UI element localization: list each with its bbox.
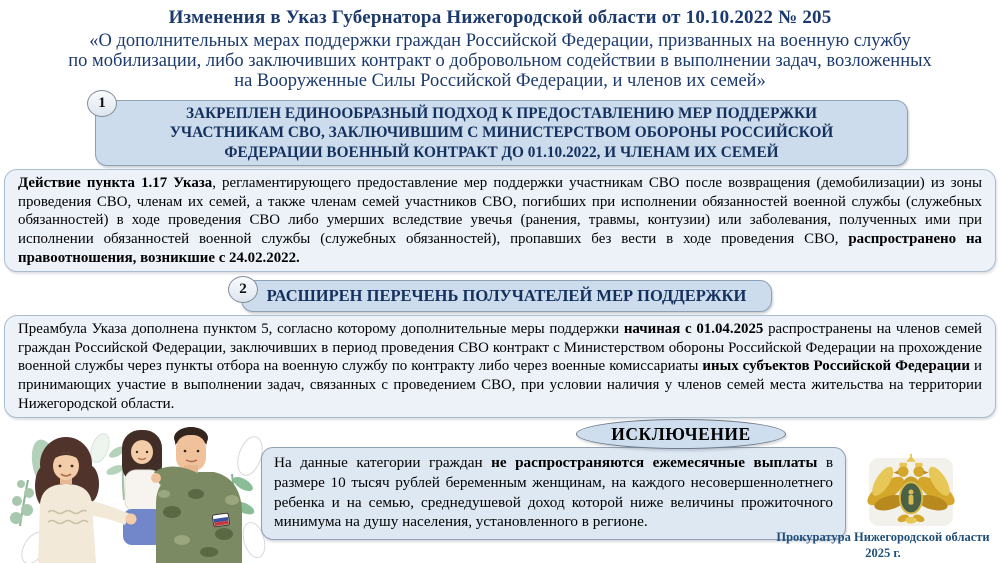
section-1-heading-line-3: ФЕДЕРАЦИИ ВОЕННЫЙ КОНТРАКТ ДО 01.10.2022, И ЧЛЕНАМ ИХ СЕМЕЙ xyxy=(224,143,779,161)
exception-title-badge: ИСКЛЮЧЕНИЕ xyxy=(576,419,786,449)
section-1-heading-line-2: УЧАСТНИКАМ СВО, ЗАКЛЮЧИВШИМ С МИНИСТЕРСТВОМ ОБОРОНЫ РОССИЙСКОЙ xyxy=(169,124,834,142)
flag-patch xyxy=(212,513,230,527)
mother-figure xyxy=(35,437,137,563)
exception-body: На данные категории граждан не распространяются ежемесячные выплаты в размере 10 тысяч рублей беременным женщинам, на каждого несовершеннолетнего ребенка и на семью, среднедушевой доход которой ниже величины прожиточного минимума на душу населения, установленного в регионе. xyxy=(261,447,846,540)
section-2-number-badge: 2 xyxy=(228,276,258,303)
subtitle-line-2: по мобилизации, либо заключивших контракт о добровольном содействии в выполнении задач, возложенных xyxy=(68,50,932,71)
soldier-figure xyxy=(151,427,242,563)
section-1-body: Действие пункта 1.17 Указа, регламентирующего предоставление мер поддержки участникам СВО после возвращения (демобилизации) из зоны проведения СВО, членам их семей, а также членам семей участников СВО, погибших при исполнении обязанностей военной службы (служебных обязанностей) в ходе проведения СВО либо умерших вследствие увечья (ранения, травмы, контузии) или заболевания, полученных ими при исполнении обязанностей военной службы (служебных обязанностей), пропавших без вести в ходе проведения СВО, распространено на правоотношения, возникшие с 24.02.2022. xyxy=(4,169,996,272)
section-2-heading xyxy=(241,280,772,312)
section-2-body: Преамбула Указа дополнена пунктом 5, согласно которому дополнительные меры поддержки начиная с 01.04.2025 распространены на членов семей граждан Российской Федерации, заключивших в период проведения СВО контракт с Министерством обороны Российской Федерации на прохождение военной службы через пункты отбора на военную службу по контракту либо через военные комиссариаты иных субъектов Российской Федерации и принимающих участие в выполнении задач, связанных с проведением СВО, при условии наличия у членов семей места жительства на территории Нижегородской области. xyxy=(4,315,996,418)
section-1-heading xyxy=(95,100,908,166)
credit-organization: Прокуратура Нижегородской области xyxy=(776,530,990,544)
subtitle-line-3: на Вооруженные Силы Российской Федерации, и членов их семей» xyxy=(234,70,766,91)
section-2 xyxy=(0,280,1000,418)
section-1-heading-line-1: ЗАКРЕПЛЕН ЕДИНООБРАЗНЫЙ ПОДХОД К ПРЕДОСТАВЛЕНИЮ МЕР ПОДДЕРЖКИ xyxy=(185,104,818,122)
section-1 xyxy=(0,94,1000,272)
family-illustration xyxy=(4,422,266,563)
page-subtitle xyxy=(0,32,1000,92)
footer-credit xyxy=(769,529,997,562)
page-title: Изменения в Указ Губернатора Нижегородской области от 10.10.2022 № 205 xyxy=(168,7,832,28)
section-2-heading-line-1: РАСШИРЕН ПЕРЕЧЕНЬ ПОЛУЧАТЕЛЕЙ МЕР ПОДДЕРЖКИ xyxy=(266,286,747,306)
bottom-row xyxy=(0,412,1000,563)
page-header xyxy=(0,0,1000,92)
credit-year: 2025 г. xyxy=(865,546,901,561)
prosecutor-emblem-icon xyxy=(860,454,962,530)
section-1-number-badge: 1 xyxy=(87,90,117,117)
subtitle-line-1: «О дополнительных мерах поддержки граждан Российской Федерации, призванных на военную службу xyxy=(89,31,911,51)
